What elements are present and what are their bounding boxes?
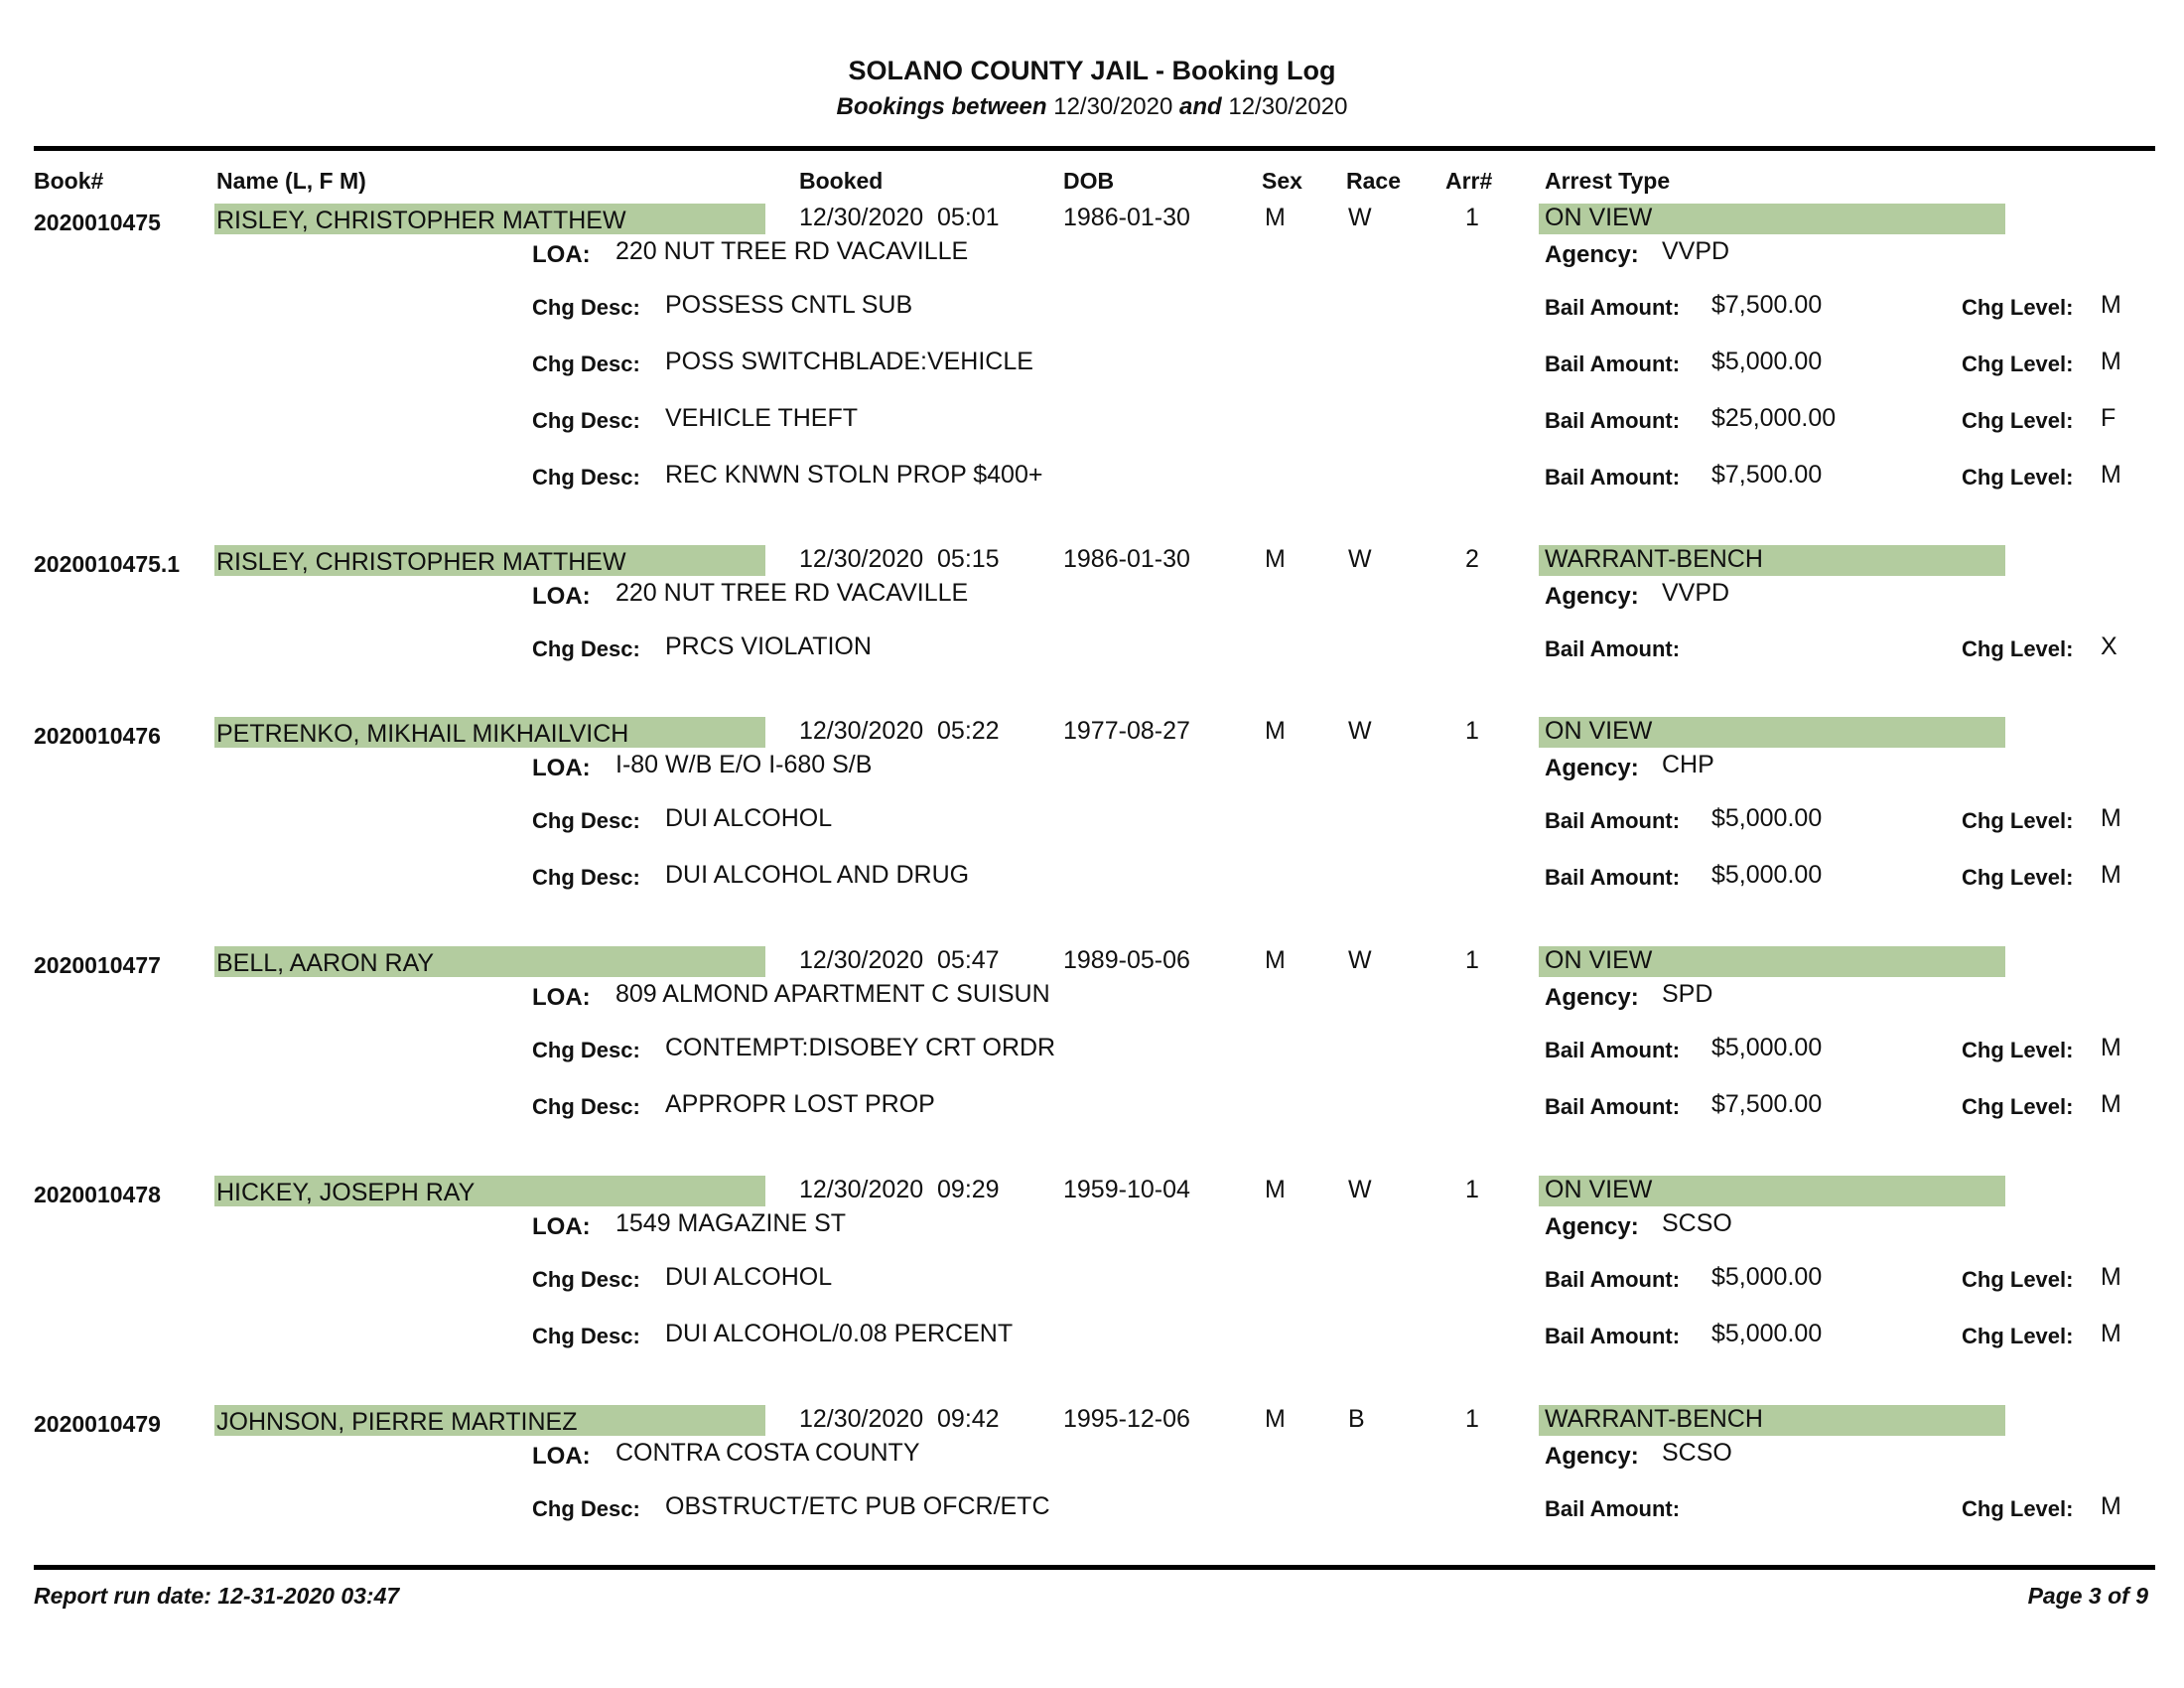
loa-label: LOA: [532, 755, 591, 781]
charge-level-label: Chg Level: [1962, 295, 2074, 320]
bail-amount-label: Bail Amount: [1545, 408, 1681, 433]
date-from: 12/30/2020 [1053, 93, 1173, 120]
agency: VVPD [1662, 237, 1730, 265]
inmate-name: RISLEY, CHRISTOPHER MATTHEW [216, 548, 626, 576]
charge-level-label: Chg Level: [1962, 1038, 2074, 1062]
bail-amount-label: Bail Amount: [1545, 1038, 1681, 1062]
book-number: 2020010476 [34, 723, 161, 749]
loa-label: LOA: [532, 1213, 591, 1240]
booked-datetime: 12/30/2020 09:29 [799, 1176, 1000, 1203]
charge-desc-label: Chg Desc: [532, 1094, 640, 1119]
arrest-number: 2 [1465, 545, 1479, 573]
charge-level: M [2101, 861, 2121, 889]
arrest-number: 1 [1465, 1176, 1479, 1203]
arrest-type: ON VIEW [1545, 946, 1653, 974]
booked-datetime: 12/30/2020 05:01 [799, 204, 1000, 231]
agency-label: Agency: [1545, 583, 1639, 610]
arrest-number: 1 [1465, 204, 1479, 231]
charge-description: POSSESS CNTL SUB [665, 291, 913, 319]
book-number: 2020010475 [34, 210, 161, 235]
charge-level: M [2101, 1492, 2121, 1520]
agency-label: Agency: [1545, 984, 1639, 1011]
charge-desc-label: Chg Desc: [532, 352, 640, 376]
charge-desc-label: Chg Desc: [532, 1496, 640, 1521]
agency: SCSO [1662, 1439, 1732, 1467]
location-of-arrest: 1549 MAGAZINE ST [615, 1209, 847, 1237]
race: W [1348, 204, 1372, 231]
col-sex: Sex [1262, 168, 1302, 194]
bail-amount: $5,000.00 [1711, 1320, 1823, 1347]
charge-level: M [2101, 1263, 2121, 1291]
sex: M [1265, 1405, 1286, 1433]
date-of-birth: 1959-10-04 [1063, 1176, 1190, 1203]
booked-datetime: 12/30/2020 05:15 [799, 545, 1000, 573]
col-arrest-type: Arrest Type [1545, 168, 1671, 194]
charge-description: DUI ALCOHOL [665, 1263, 833, 1291]
charge-level: M [2101, 1320, 2121, 1347]
bail-amount-label: Bail Amount: [1545, 465, 1681, 490]
sex: M [1265, 1176, 1286, 1203]
bail-amount: $7,500.00 [1711, 1090, 1823, 1118]
date-of-birth: 1977-08-27 [1063, 717, 1190, 745]
subtitle-prefix: Bookings between [836, 93, 1047, 120]
date-of-birth: 1989-05-06 [1063, 946, 1190, 974]
sex: M [1265, 946, 1286, 974]
bail-amount: $5,000.00 [1711, 348, 1823, 375]
charge-desc-label: Chg Desc: [532, 1324, 640, 1348]
book-number: 2020010479 [34, 1411, 161, 1437]
agency: VVPD [1662, 579, 1730, 607]
report-subtitle [0, 93, 2184, 121]
bail-amount-label: Bail Amount: [1545, 1496, 1681, 1521]
location-of-arrest: CONTRA COSTA COUNTY [615, 1439, 920, 1467]
col-book: Book# [34, 168, 104, 194]
loa-label: LOA: [532, 241, 591, 268]
charge-level-label: Chg Level: [1962, 408, 2074, 433]
inmate-name: PETRENKO, MIKHAIL MIKHAILVICH [216, 720, 629, 748]
charge-level: M [2101, 291, 2121, 319]
agency-label: Agency: [1545, 1443, 1639, 1470]
subtitle-and: and [1179, 93, 1222, 120]
charge-description: OBSTRUCT/ETC PUB OFCR/ETC [665, 1492, 1050, 1520]
bail-amount-label: Bail Amount: [1545, 636, 1681, 661]
location-of-arrest: I-80 W/B E/O I-680 S/B [615, 751, 873, 778]
col-booked: Booked [799, 168, 884, 194]
inmate-name: HICKEY, JOSEPH RAY [216, 1179, 476, 1206]
charge-desc-label: Chg Desc: [532, 465, 640, 490]
race: W [1348, 946, 1372, 974]
charge-desc-label: Chg Desc: [532, 865, 640, 890]
book-number: 2020010475.1 [34, 551, 181, 577]
agency: CHP [1662, 751, 1714, 778]
bail-amount-label: Bail Amount: [1545, 865, 1681, 890]
charge-level: M [2101, 461, 2121, 489]
location-of-arrest: 220 NUT TREE RD VACAVILLE [615, 237, 969, 265]
race: B [1348, 1405, 1365, 1433]
col-race: Race [1346, 168, 1401, 194]
charge-level: X [2101, 633, 2117, 660]
location-of-arrest: 220 NUT TREE RD VACAVILLE [615, 579, 969, 607]
sex: M [1265, 545, 1286, 573]
agency: SPD [1662, 980, 1713, 1008]
charge-description: CONTEMPT:DISOBEY CRT ORDR [665, 1034, 1056, 1061]
date-of-birth: 1995-12-06 [1063, 1405, 1190, 1433]
agency-label: Agency: [1545, 1213, 1639, 1240]
charge-level-label: Chg Level: [1962, 808, 2074, 833]
charge-description: POSS SWITCHBLADE:VEHICLE [665, 348, 1033, 375]
charge-level-label: Chg Level: [1962, 1324, 2074, 1348]
bail-amount: $7,500.00 [1711, 461, 1823, 489]
charge-level-label: Chg Level: [1962, 1496, 2074, 1521]
sex: M [1265, 717, 1286, 745]
bail-amount: $7,500.00 [1711, 291, 1823, 319]
inmate-name: BELL, AARON RAY [216, 949, 435, 977]
page-number: Page 3 of 9 [2027, 1583, 2148, 1609]
arrest-number: 1 [1465, 1405, 1479, 1433]
booked-datetime: 12/30/2020 09:42 [799, 1405, 1000, 1433]
report-title: SOLANO COUNTY JAIL - Booking Log [848, 56, 1336, 85]
charge-description: DUI ALCOHOL [665, 804, 833, 832]
charge-desc-label: Chg Desc: [532, 1267, 640, 1292]
bail-amount: $5,000.00 [1711, 1034, 1823, 1061]
charge-level: F [2101, 404, 2116, 432]
loa-label: LOA: [532, 984, 591, 1011]
bail-amount: $25,000.00 [1711, 404, 1837, 432]
race: W [1348, 717, 1372, 745]
arrest-type: ON VIEW [1545, 1176, 1653, 1203]
arrest-number: 1 [1465, 946, 1479, 974]
charge-level: M [2101, 1034, 2121, 1061]
charge-description: REC KNWN STOLN PROP $400+ [665, 461, 1043, 489]
bail-amount-label: Bail Amount: [1545, 352, 1681, 376]
bail-amount: $5,000.00 [1711, 861, 1823, 889]
bail-amount-label: Bail Amount: [1545, 1094, 1681, 1119]
charge-desc-label: Chg Desc: [532, 295, 640, 320]
footer-rule [34, 1565, 2155, 1570]
charge-level: M [2101, 348, 2121, 375]
bail-amount: $5,000.00 [1711, 1263, 1823, 1291]
col-dob: DOB [1063, 168, 1115, 194]
arrest-type: WARRANT-BENCH [1545, 1405, 1763, 1433]
arrest-type: WARRANT-BENCH [1545, 545, 1763, 573]
location-of-arrest: 809 ALMOND APARTMENT C SUISUN [615, 980, 1050, 1008]
agency-label: Agency: [1545, 241, 1639, 268]
charge-description: DUI ALCOHOL AND DRUG [665, 861, 970, 889]
bail-amount-label: Bail Amount: [1545, 1324, 1681, 1348]
charge-level: M [2101, 804, 2121, 832]
book-number: 2020010478 [34, 1182, 161, 1207]
inmate-name: RISLEY, CHRISTOPHER MATTHEW [216, 207, 626, 234]
loa-label: LOA: [532, 1443, 591, 1470]
race: W [1348, 1176, 1372, 1203]
inmate-name: JOHNSON, PIERRE MARTINEZ [216, 1408, 578, 1436]
charge-level-label: Chg Level: [1962, 1094, 2074, 1119]
charge-level-label: Chg Level: [1962, 636, 2074, 661]
race: W [1348, 545, 1372, 573]
sex: M [1265, 204, 1286, 231]
booked-datetime: 12/30/2020 05:22 [799, 717, 1000, 745]
charge-level-label: Chg Level: [1962, 352, 2074, 376]
col-arr: Arr# [1445, 168, 1493, 194]
book-number: 2020010477 [34, 952, 161, 978]
loa-label: LOA: [532, 583, 591, 610]
date-to: 12/30/2020 [1228, 93, 1348, 120]
charge-level-label: Chg Level: [1962, 1267, 2074, 1292]
bail-amount-label: Bail Amount: [1545, 295, 1681, 320]
arrest-number: 1 [1465, 717, 1479, 745]
bail-amount-label: Bail Amount: [1545, 808, 1681, 833]
bail-amount: $5,000.00 [1711, 804, 1823, 832]
charge-desc-label: Chg Desc: [532, 1038, 640, 1062]
charge-desc-label: Chg Desc: [532, 636, 640, 661]
charge-desc-label: Chg Desc: [532, 408, 640, 433]
charge-level: M [2101, 1090, 2121, 1118]
date-of-birth: 1986-01-30 [1063, 204, 1190, 231]
col-name: Name (L, F M) [216, 168, 366, 194]
charge-description: DUI ALCOHOL/0.08 PERCENT [665, 1320, 1014, 1347]
charge-desc-label: Chg Desc: [532, 808, 640, 833]
report-run-date: Report run date: 12-31-2020 03:47 [34, 1583, 400, 1609]
bail-amount-label: Bail Amount: [1545, 1267, 1681, 1292]
header-rule [34, 146, 2155, 151]
charge-level-label: Chg Level: [1962, 465, 2074, 490]
agency-label: Agency: [1545, 755, 1639, 781]
arrest-type: ON VIEW [1545, 204, 1653, 231]
booked-datetime: 12/30/2020 05:47 [799, 946, 1000, 974]
agency: SCSO [1662, 1209, 1732, 1237]
date-of-birth: 1986-01-30 [1063, 545, 1190, 573]
charge-description: APPROPR LOST PROP [665, 1090, 935, 1118]
arrest-type: ON VIEW [1545, 717, 1653, 745]
charge-level-label: Chg Level: [1962, 865, 2074, 890]
charge-description: VEHICLE THEFT [665, 404, 859, 432]
charge-description: PRCS VIOLATION [665, 633, 872, 660]
